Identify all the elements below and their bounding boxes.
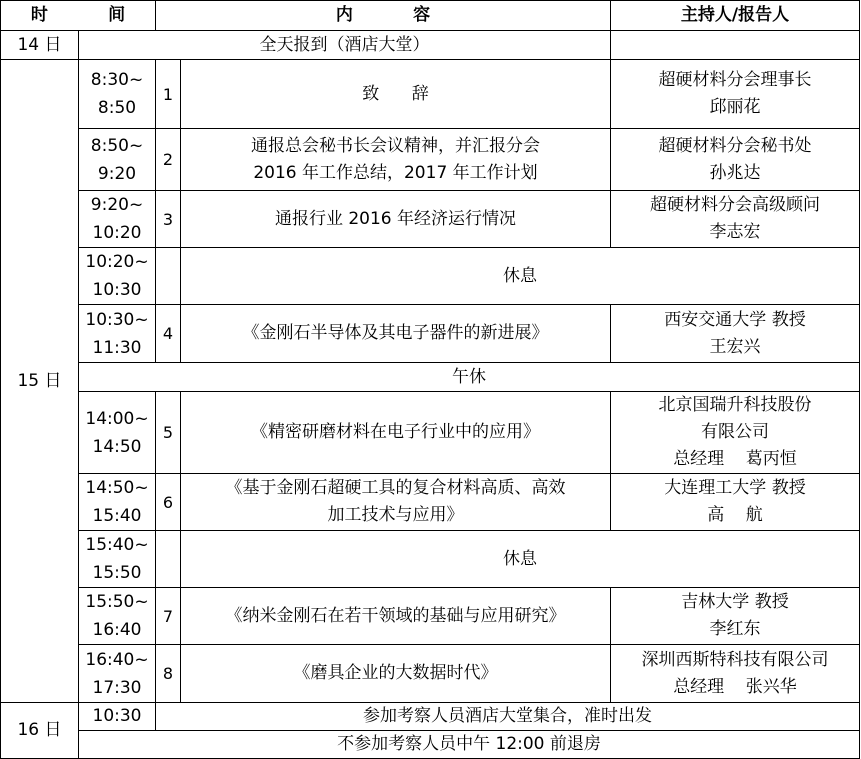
session-row <box>1 588 860 645</box>
break-label: 休息 <box>181 248 860 305</box>
session-host: 吉林大学 教授 李红东 <box>611 588 860 645</box>
day16-time: 10:30 <box>79 703 156 731</box>
break-label: 休息 <box>181 531 860 588</box>
session-time: 8:30~ 8:50 <box>79 60 156 129</box>
lunch-row <box>1 363 860 392</box>
session-row <box>1 60 860 129</box>
session-host: 超硬材料分会理事长 邱丽花 <box>611 60 860 129</box>
day14-label: 14 日 <box>1 31 79 60</box>
day14-content: 全天报到（酒店大堂） <box>79 31 611 60</box>
break-time: 10:20~ 10:30 <box>79 248 156 305</box>
session-row <box>1 305 860 363</box>
session-title: 《磨具企业的大数据时代》 <box>181 645 611 703</box>
session-time: 16:40~ 17:30 <box>79 645 156 703</box>
day15-label: 15 日 <box>1 60 79 703</box>
session-row <box>1 392 860 474</box>
break-row <box>1 248 860 305</box>
session-host: 超硬材料分会高级顾问 李志宏 <box>611 191 860 248</box>
session-number: 7 <box>156 588 181 645</box>
header-time: 时 间 <box>1 1 156 31</box>
break-time: 15:40~ 15:50 <box>79 531 156 588</box>
session-title: 《纳米金刚石在若干领域的基础与应用研究》 <box>181 588 611 645</box>
session-number: 4 <box>156 305 181 363</box>
session-time: 9:20~ 10:20 <box>79 191 156 248</box>
session-number: 5 <box>156 392 181 474</box>
session-title: 《基于金刚石超硬工具的复合材料高质、高效 加工技术与应用》 <box>181 474 611 531</box>
session-number: 6 <box>156 474 181 531</box>
session-title: 《精密研磨材料在电子行业中的应用》 <box>181 392 611 474</box>
day16-content: 不参加考察人员中午 12:00 前退房 <box>79 731 860 759</box>
day14-host <box>611 31 860 60</box>
session-host: 超硬材料分会秘书处 孙兆达 <box>611 129 860 191</box>
session-number: 8 <box>156 645 181 703</box>
session-time: 14:50~ 15:40 <box>79 474 156 531</box>
session-time: 14:00~ 14:50 <box>79 392 156 474</box>
day16-label: 16 日 <box>1 703 79 759</box>
break-number <box>156 248 181 305</box>
session-host: 大连理工大学 教授 高 航 <box>611 474 860 531</box>
day16-row <box>1 703 860 731</box>
session-number: 1 <box>156 60 181 129</box>
session-row <box>1 474 860 531</box>
session-time: 15:50~ 16:40 <box>79 588 156 645</box>
header-host: 主持人/报告人 <box>611 1 860 31</box>
session-row <box>1 645 860 703</box>
day14-row <box>1 31 860 60</box>
day16-row <box>1 731 860 759</box>
session-title: 通报总会秘书长会议精神，并汇报分会 2016 年工作总结，2017 年工作计划 <box>181 129 611 191</box>
header-content: 内 容 <box>156 1 611 31</box>
session-host: 深圳西斯特科技有限公司 总经理 张兴华 <box>611 645 860 703</box>
day16-content: 参加考察人员酒店大堂集合，准时出发 <box>156 703 860 731</box>
session-number: 3 <box>156 191 181 248</box>
session-title: 致 辞 <box>181 60 611 129</box>
session-host: 西安交通大学 教授 王宏兴 <box>611 305 860 363</box>
header-row <box>1 1 860 31</box>
session-row <box>1 191 860 248</box>
session-title: 通报行业 2016 年经济运行情况 <box>181 191 611 248</box>
lunch-label: 午休 <box>79 363 860 392</box>
session-time: 8:50~ 9:20 <box>79 129 156 191</box>
session-row <box>1 129 860 191</box>
session-host: 北京国瑞升科技股份 有限公司 总经理 葛丙恒 <box>611 392 860 474</box>
session-number: 2 <box>156 129 181 191</box>
session-time: 10:30~ 11:30 <box>79 305 156 363</box>
break-number <box>156 531 181 588</box>
session-title: 《金刚石半导体及其电子器件的新进展》 <box>181 305 611 363</box>
break-row <box>1 531 860 588</box>
